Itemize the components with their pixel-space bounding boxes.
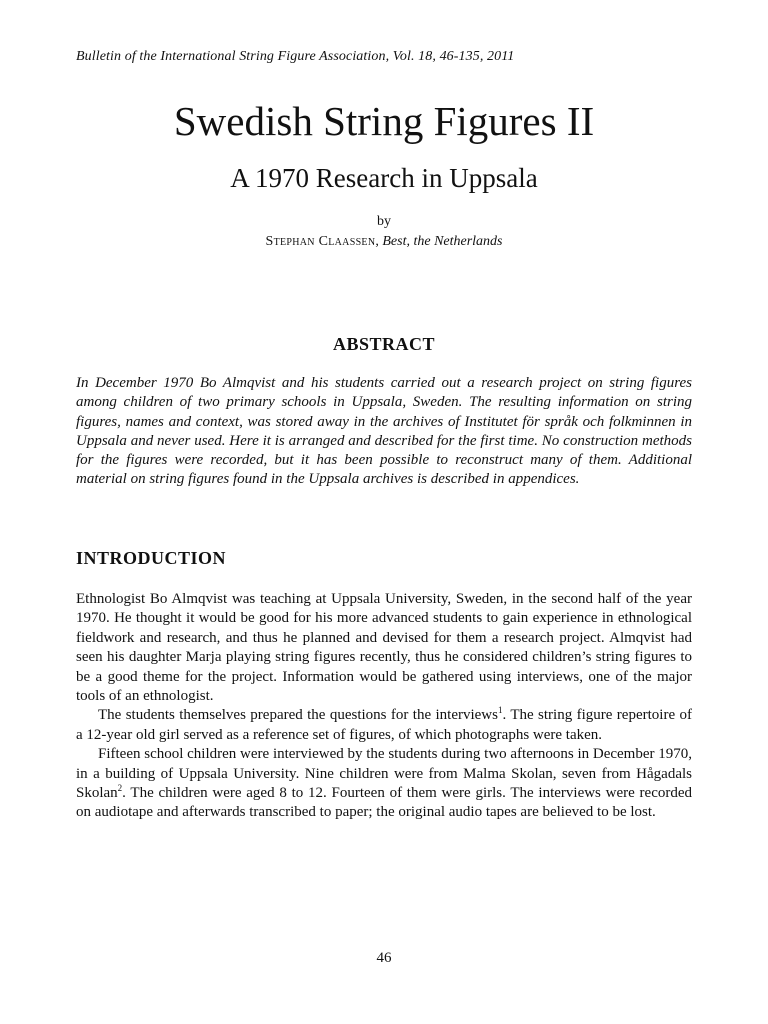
introduction-body	[76, 590, 692, 823]
paper-title: Swedish String Figures II	[173, 98, 595, 144]
paper-subtitle: A 1970 Research in Uppsala	[230, 163, 538, 193]
introduction-paragraph-1: Ethnologist Bo Almqvist was teaching at Uppsala University, Sweden, in the second half of the year 1970. He thought it would be good for his more advanced students to gain experience in ethnological fieldwork and research, and thus he planned and devised for them a research project. Almqvist had seen his daughter Marja playing string figures recently, thus he considered children’s string figures to be a good theme for the project. Information would be gathered using interviews, one of the major tools of an ethnologist.	[76, 591, 692, 705]
abstract-heading: ABSTRACT	[332, 334, 436, 354]
abstract-text: In December 1970 Bo Almqvist and his students carried out a research project on string figures among children of two primary schools in Uppsala, Sweden. The resulting information on string figures, names and context, was stored away in the archives of Institutet för språk och folkminnen in Uppsala and never used. Here it is arranged and described for the first time. No construction methods for the figures were recorded, but it has been possible to reconstruct many of them. Additional material on string figures found in the Uppsala archives is described in appendices.	[76, 375, 692, 488]
author-line	[0, 234, 768, 250]
author-affiliation: Best, the Netherlands	[382, 234, 503, 249]
introduction-paragraph-3	[76, 745, 692, 823]
byline-by: by	[377, 214, 391, 229]
paragraph-3-text-b: . The children were aged 8 to 12. Fourteen of them were girls. The interviews were recorded on audiotape and afterwards transcribed to paper; the original audio tapes are believed to be lost.	[76, 785, 692, 821]
introduction-paragraph-2	[76, 706, 692, 745]
paragraph-2-text-a: The students themselves prepared the questions for the interviews	[98, 707, 498, 724]
page-number: 46	[376, 950, 392, 966]
paragraph-3-text-a: Fifteen school children were interviewed by the students during two afternoons in December 1970, in a building of Uppsala University. Nine children were from Malma Skolan, seven from Hågadals Skolan	[76, 746, 693, 802]
footnote-ref-1: 1	[497, 705, 503, 716]
introduction-heading: INTRODUCTION	[76, 548, 227, 568]
journal-citation: Bulletin of the International String Figure Association, Vol. 18, 46-135, 2011	[76, 49, 515, 64]
author-separator: ,	[375, 234, 383, 249]
footnote-ref-2: 2	[117, 783, 123, 794]
paragraph-2-text-b: . The string figure repertoire of a 12-year old girl served as a reference set of figures, of which photographs were taken.	[76, 707, 692, 743]
author-name: Stephan Claassen	[265, 234, 376, 249]
